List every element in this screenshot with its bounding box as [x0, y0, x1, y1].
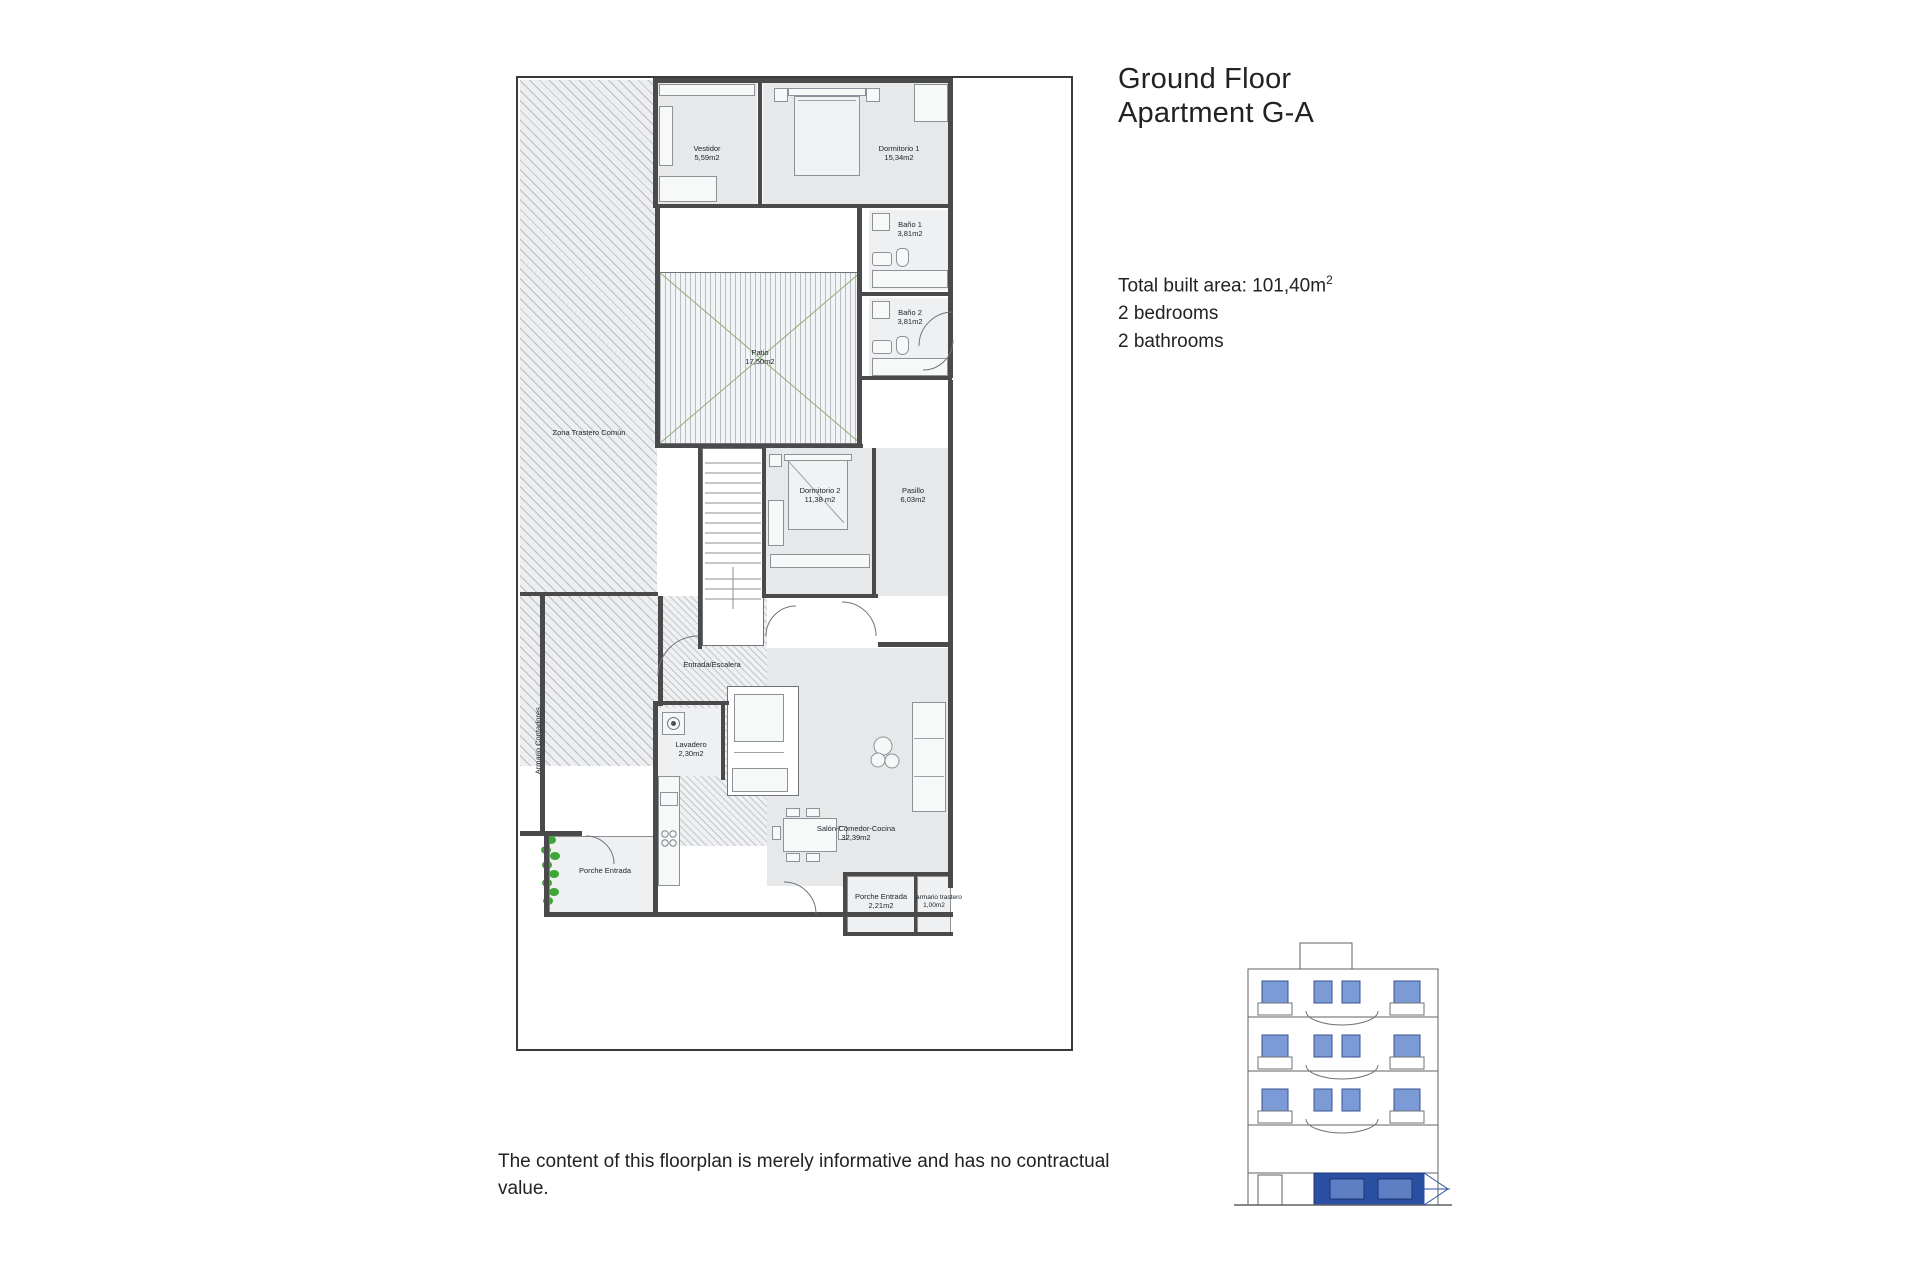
title-line-2: Apartment G-A	[1118, 97, 1314, 129]
door-arcs	[516, 76, 1073, 1051]
label-vestidor: Vestidor 5,59m2	[693, 144, 721, 163]
disclaimer-text: The content of this floorplan is merely informative and has no contractual value.	[498, 1151, 1110, 1199]
total-built-area	[1118, 266, 1638, 300]
label-dormitorio-2: Dormitorio 2 11,38 m2	[799, 486, 841, 505]
label-lavadero: Lavadero 2,30m2	[675, 740, 707, 759]
label-salon-comedor-cocina: Salón-Comedor-Cocina 32,39m2	[816, 824, 896, 843]
page-title	[1118, 62, 1638, 130]
total-built-area-label: Total built area: 101,40m	[1118, 275, 1327, 297]
bathrooms-count: 2 bathrooms	[1118, 331, 1224, 353]
label-dormitorio-1: Dormitorio 1 15,34m2	[878, 144, 920, 163]
label-zona-trastero-comun: Zona Trastero Común	[552, 428, 626, 437]
label-porche-entrada-left: Porche Entrada	[578, 866, 632, 875]
bedrooms-count: 2 bedrooms	[1118, 303, 1219, 325]
label-armario-trastero: armario trastero 1,00m2	[916, 894, 962, 910]
label-porche-entrada-right: Porche Entrada 2,21m2	[854, 892, 908, 911]
label-pasillo: Pasillo 6,03m2	[900, 486, 926, 505]
elevation-drawing	[1218, 935, 1468, 1230]
label-bano-2: Baño 2 3,81m2	[897, 308, 923, 327]
area-unit-superscript: 2	[1326, 273, 1333, 287]
label-patio: Patio 17,50m2	[745, 348, 775, 367]
label-entrada-escalera: Entrada/Escalera	[683, 660, 741, 669]
label-bano-1: Baño 1 3,81m2	[897, 220, 923, 239]
label-armario-contadores: Armario Contadores	[533, 707, 543, 775]
specs-block	[1118, 266, 1638, 356]
floorplan	[516, 76, 1073, 1051]
building-elevation	[1218, 935, 1468, 1230]
title-line-1: Ground Floor	[1118, 63, 1292, 95]
